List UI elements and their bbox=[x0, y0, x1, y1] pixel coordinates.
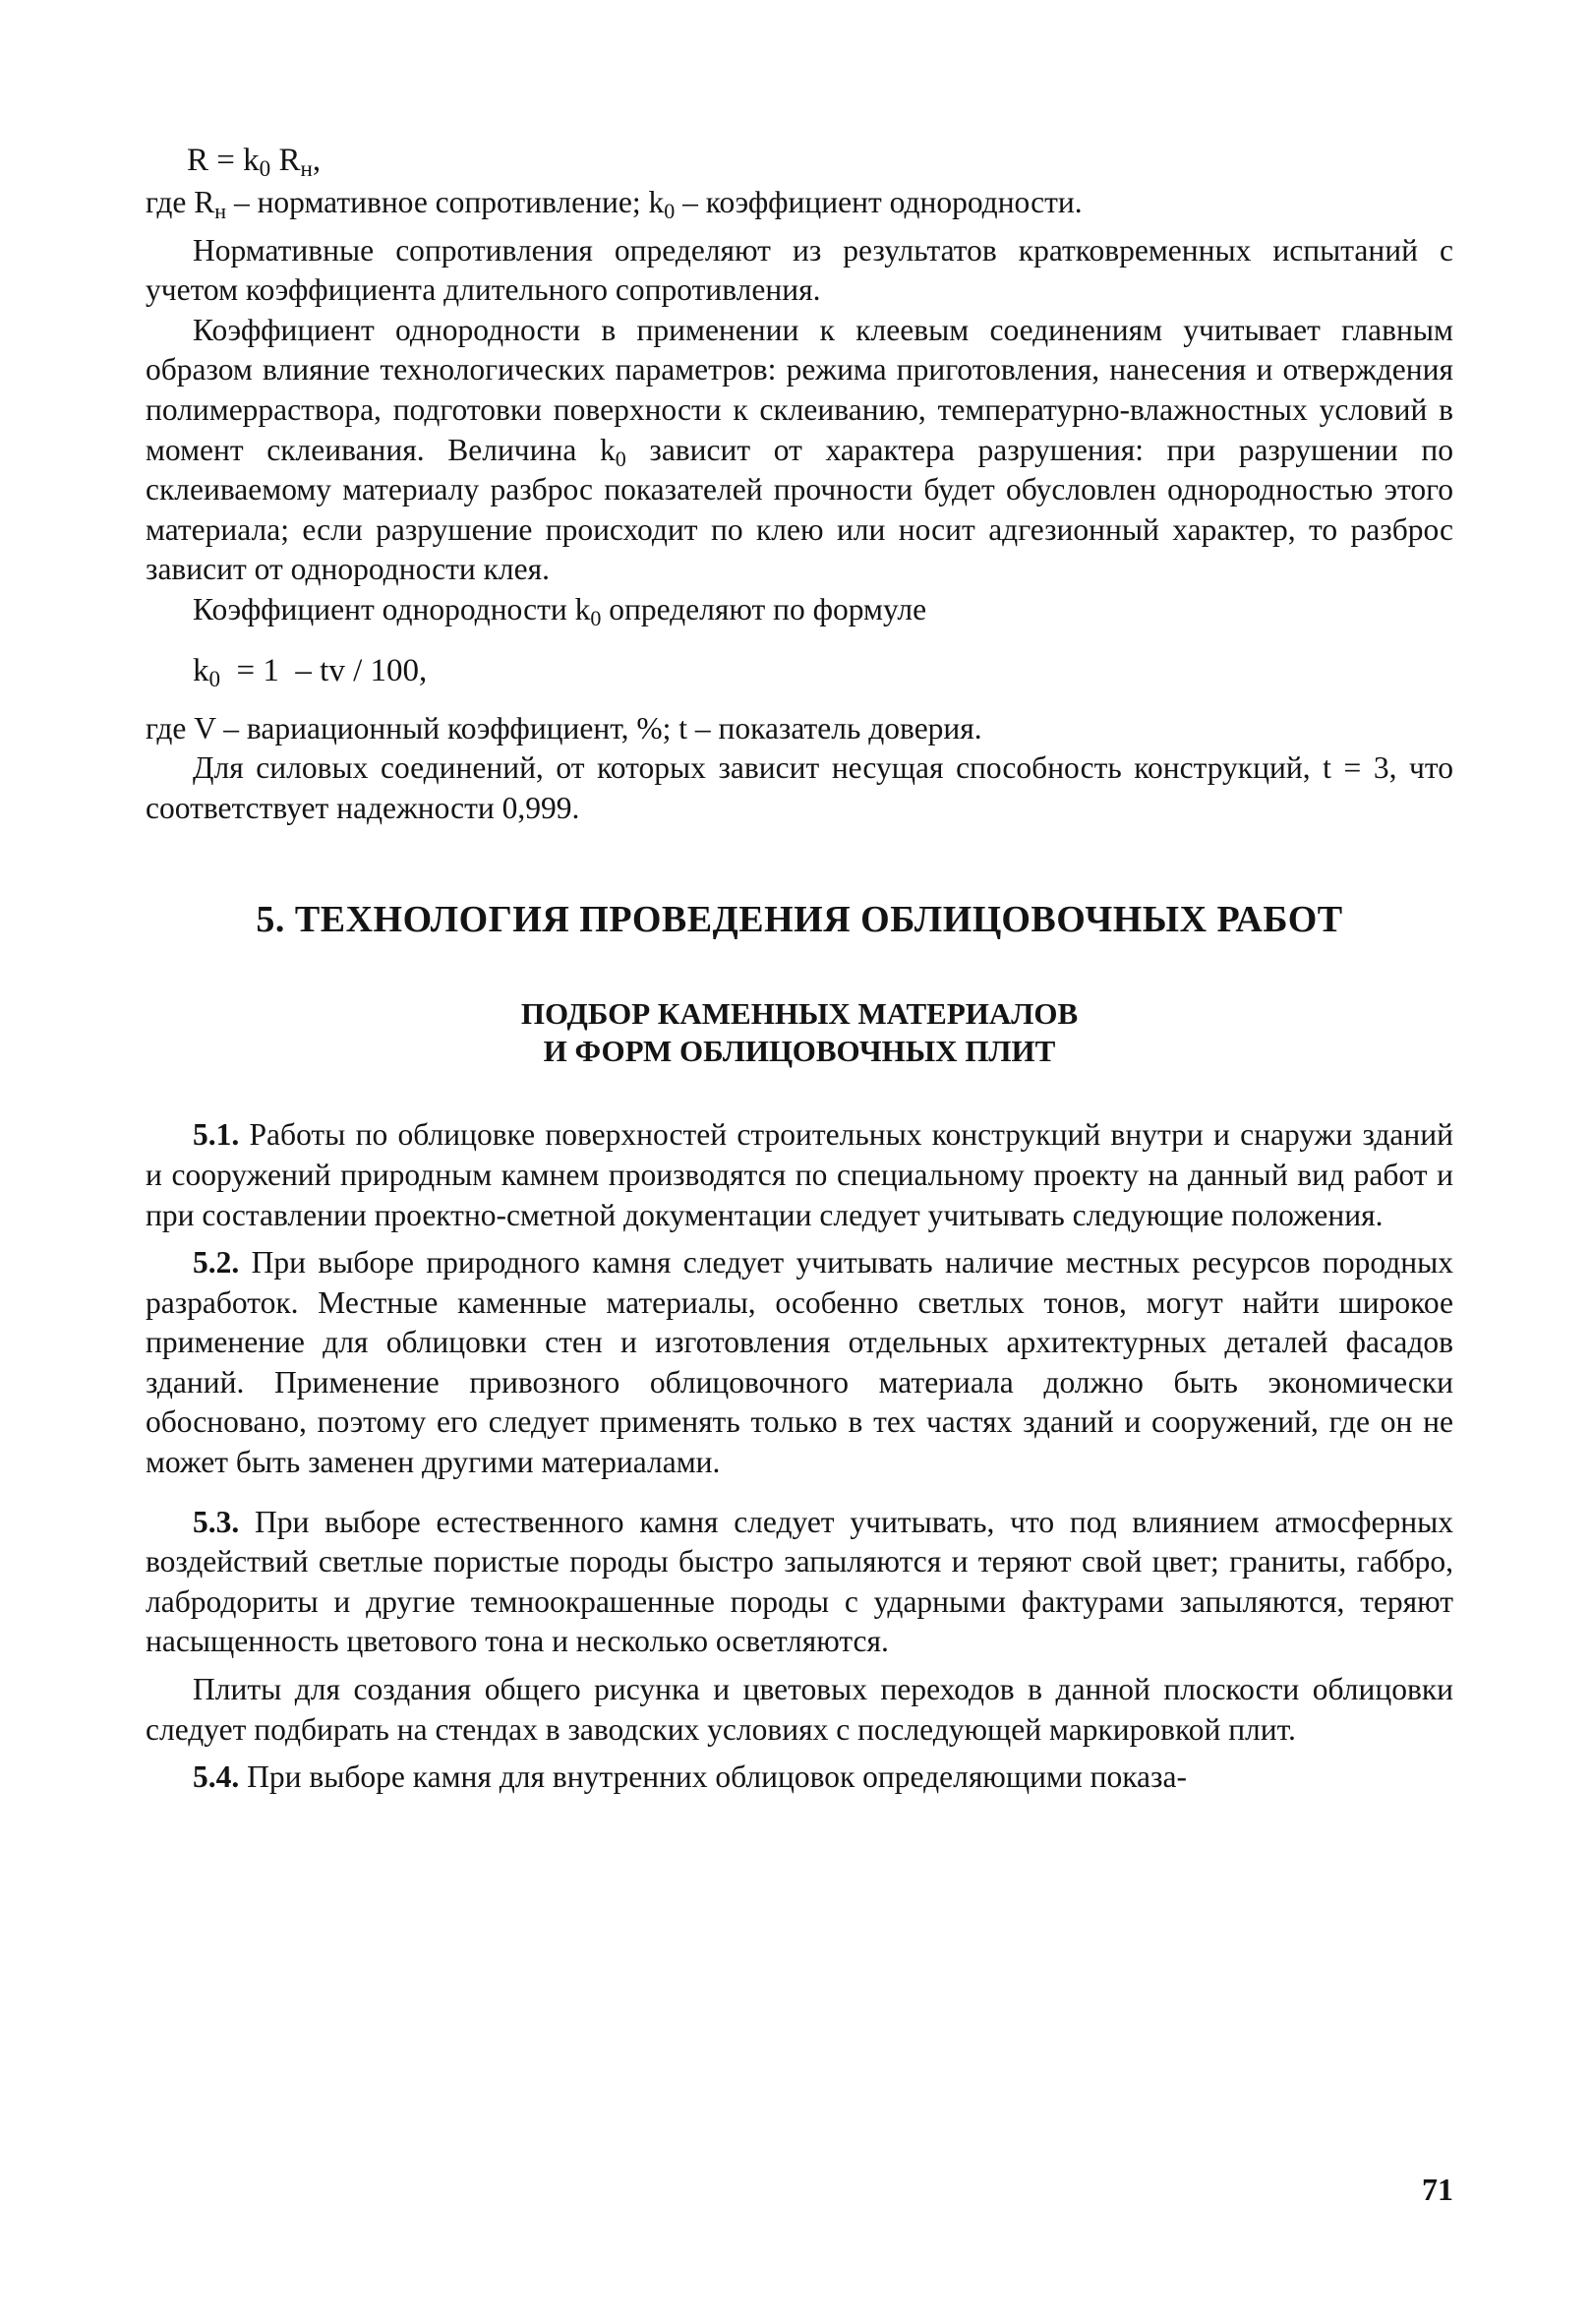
list-item: 5.3. При выборе естественного камня следует учитывать, что под влиянием атмосферных воздействий светлые пористые породы быстро запыляются и теряют свой цвет; граниты, габбро, лабродориты и другие темноокрашенные породы с ударными фактурами запыляются, теряют насыщенность цветового тона и несколько осветляются. bbox=[146, 1504, 1453, 1659]
formula-homogeneity: $k_0 = 1$ – tv / 100, bbox=[193, 652, 428, 691]
definition-line-2: где V – вариационный коэффициент, %; t – показатель доверия. bbox=[146, 710, 982, 745]
paragraph-formula-intro: Коэффициент однородности $k_0$ определяют по формуле bbox=[193, 591, 927, 630]
list-item: 5.2. При выборе природного камня следует учитывать наличие местных ресурсов породных разработок. Местные каменные материалы, особенно светлых тонов, могут найти широкое применение для облицовки стен и изготовления отдельных архитектурных деталей фасадов зданий. Применение привозного облицовочного материала должно быть экономически обосновано, поэтому его следует применять только в тех частях зданий и сооружений, где он не может быть заменен другими материалами. bbox=[146, 1245, 1453, 1480]
paragraph-normative: Нормативные сопротивления определяют из результатов кратковременных испытаний с учетом коэффициента длительного сопротивления. bbox=[146, 232, 1453, 308]
definition-line-1: где $R_н$ – нормативное сопротивление; $k_0$ – коэффициент однородности. bbox=[146, 185, 1083, 223]
page-body bbox=[146, 138, 1453, 1798]
paragraph-plates: Плиты для создания общего рисунка и цветовых переходов в данной плоскости облицовки следует подбирать на стендах в заводских условиях с последующей маркировкой плит. bbox=[146, 1672, 1453, 1747]
subsection-title: ПОДБОР КАМЕННЫХ МАТЕРИАЛОВ И ФОРМ ОБЛИЦОВОЧНЫХ ПЛИТ bbox=[520, 996, 1079, 1069]
paragraph-reliability: Для силовых соединений, от которых зависит несущая способность конструкций, t = 3, что соответствует надежности 0,999. bbox=[146, 750, 1453, 825]
list-item: 5.4. При выборе камня для внутренних облицовок определяющими показа- bbox=[193, 1759, 1187, 1795]
list-item: 5.1. Работы по облицовке поверхностей строительных конструкций внутри и снаружи зданий и сооружений природным камнем производятся по специальному проекту на данный вид работ и при составлении проектно-сметной документации следует учитывать следующие положения. bbox=[146, 1117, 1453, 1232]
page-number: 71 bbox=[1422, 2172, 1453, 2207]
formula-resistance: $R = k_0$ $R_н$, bbox=[187, 143, 322, 181]
paragraph-homogeneity: Коэффициент однородности в применении к клеевым соединениям учитывает главным образом влияние технологических параметров: режима приготовления, нанесения и отверждения полимерраствора, подготовки поверхности к склеиванию, температурно-влажностных условий в момент склеивания. Величина $k_0$ зависит от характера разрушения: при разрушении по склеиваемому материалу разброс показателей прочности будет обусловлен однородностью этого материала; если разрушение происходит по клею или носит адгезионный характер, то разброс зависит от однородности клея. bbox=[146, 312, 1453, 587]
section-title: 5. ТЕХНОЛОГИЯ ПРОВЕДЕНИЯ ОБЛИЦОВОЧНЫХ РАБОТ bbox=[256, 899, 1343, 941]
